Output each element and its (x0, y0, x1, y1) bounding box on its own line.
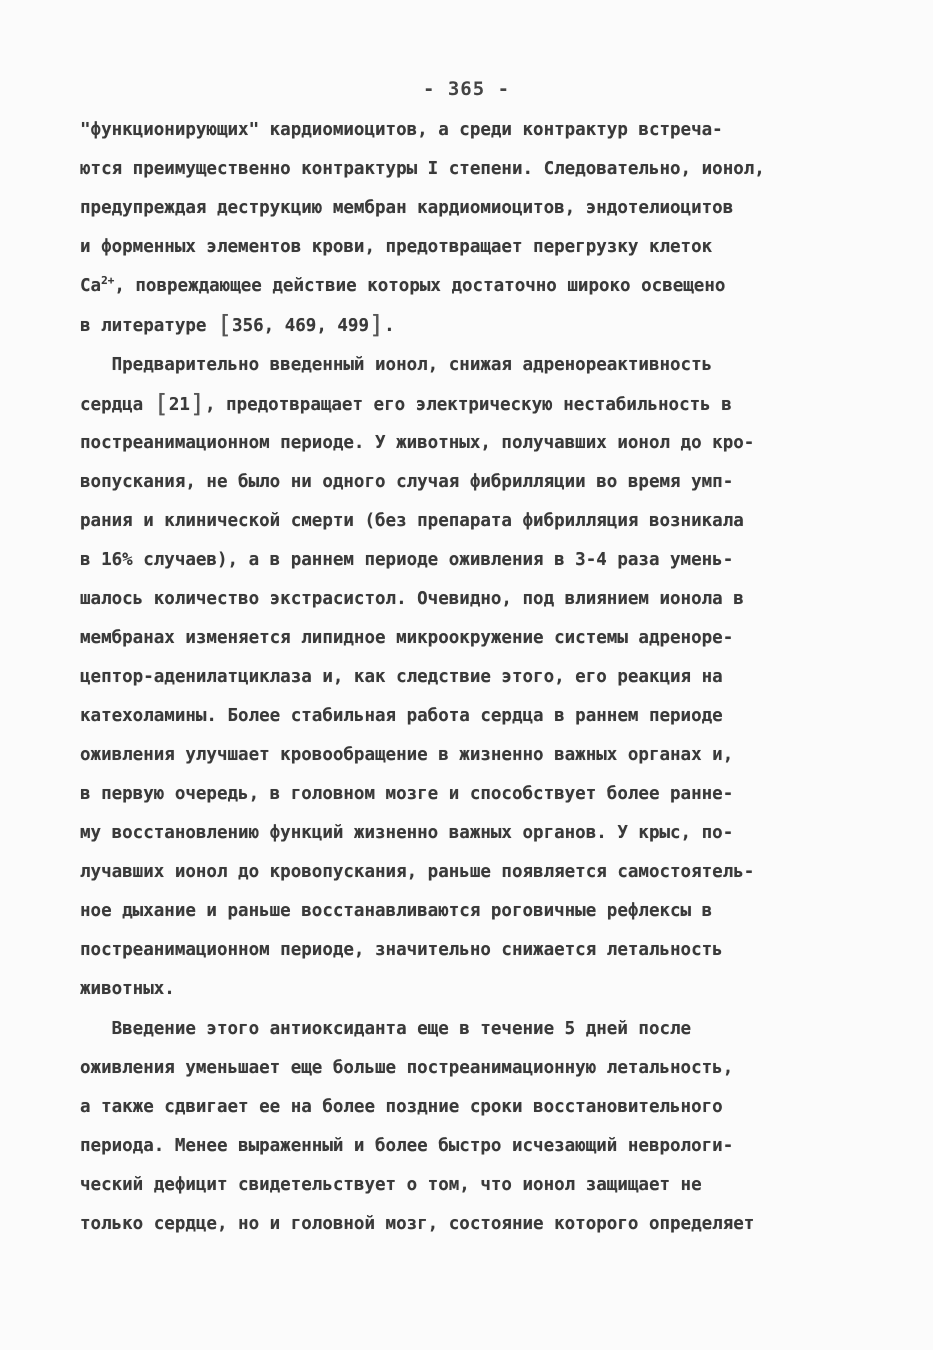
reference-bracket-close: ] (369, 312, 385, 339)
text-line: только сердце, но и головной мозг, состояние которого определяет (80, 1214, 755, 1234)
text-line: в первую очередь, в головном мозге и способствует более ранне- (80, 784, 734, 804)
text-fragment: , повреждающее действие которых достаточно широко освещено (114, 276, 726, 296)
text-line: ются преимущественно контрактуры I степени. Следовательно, ионол, (80, 159, 765, 179)
text-line: Введение этого антиоксиданта еще в течение 5 дней после (80, 1019, 692, 1039)
text-line: периода. Менее выраженный и более быстро исчезающий неврологи- (80, 1136, 734, 1156)
superscript: 2+ (101, 274, 115, 287)
text-line: мембранах изменяется липидное микроокружение системы адреноре- (80, 628, 734, 648)
reference-bracket-close: ] (189, 391, 205, 418)
reference-bracket-open: [ (216, 312, 233, 339)
text-line: вопускания, не было ни одного случая фибрилляции во время умп- (80, 472, 734, 492)
text-fragment: сердца (80, 395, 154, 415)
text-line (80, 391, 855, 418)
reference-bracket-open: [ (153, 391, 169, 418)
text-line: катехоламины. Более стабильная работа сердца в раннем периоде (80, 706, 723, 726)
text-line: цептор-аденилатциклаза и, как следствие этого, его реакция на (80, 667, 723, 687)
text-line (80, 273, 855, 299)
page-number: - 365 - (422, 78, 511, 100)
text-fragment: Ca (80, 276, 102, 296)
text-line: ческий дефицит свидетельствует о том, что ионол защищает не (80, 1175, 702, 1195)
text-line: а также сдвигает ее на более поздние сроки восстановительного (80, 1097, 723, 1117)
text-line: предупреждая деструкцию мембран кардиомиоцитов, эндотелиоцитов (80, 198, 734, 218)
text-line: постреанимационном периоде, значительно снижается летальность (80, 940, 723, 960)
text-line: ное дыхание и раньше восстанавливаются роговичные рефлексы в (80, 901, 713, 921)
text-line: му восстановлению функций жизненно важных органов. У крыс, по- (80, 823, 734, 843)
text-line: и форменных элементов крови, предотвращает перегрузку клеток (80, 237, 713, 257)
text-line: животных. (80, 979, 175, 999)
text-fragment: в литературе (80, 316, 217, 336)
text-line: Предварительно введенный ионол, снижая адренореактивность (80, 355, 713, 375)
text-line: в 16% случаев), а в раннем периоде оживления в 3-4 раза умень- (80, 550, 734, 570)
text-fragment: , предотвращает его электрическую нестабильность в (204, 395, 732, 415)
text-line: рания и клинической смерти (без препарата фибрилляция возникала (80, 511, 744, 531)
reference-numbers: 356, 469, 499 (232, 316, 369, 336)
text-line: оживления улучшает кровообращение в жизненно важных органах и, (80, 745, 734, 765)
text-line (80, 312, 855, 339)
text-line: оживления уменьшает еще больше постреанимационную летальность, (80, 1058, 734, 1078)
text-line: постреанимационном периоде. У животных, получавших ионол до кро- (80, 433, 755, 453)
text-fragment: . (384, 316, 395, 336)
reference-numbers: 21 (168, 395, 190, 415)
text-line: "функционирующих" кардиомиоцитов, а среди контрактур встреча- (80, 120, 723, 140)
text-line: шалось количество экстрасистол. Очевидно, под влиянием ионола в (80, 589, 744, 609)
text-line: лучавших ионол до кровопускания, раньше появляется самостоятель- (80, 862, 755, 882)
